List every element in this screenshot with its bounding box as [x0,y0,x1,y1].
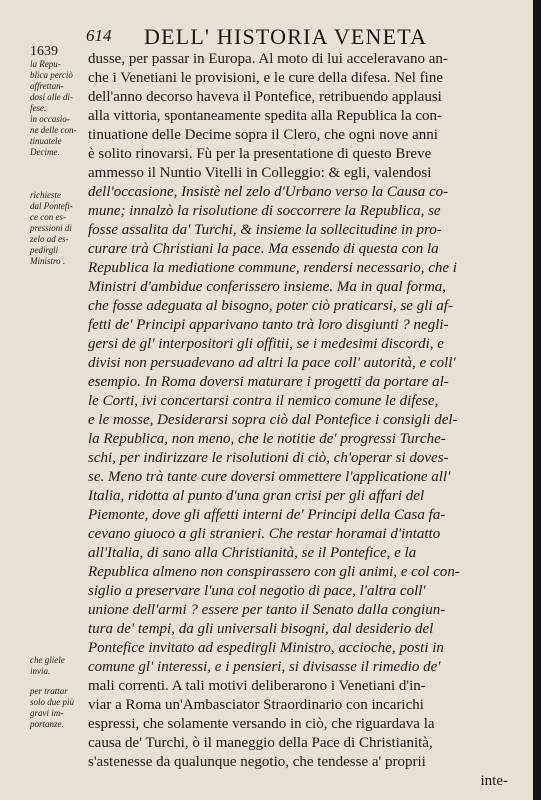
margin-note-1 [30,44,86,158]
text-line: che i Venetiani le provisioni, e le cure della difesa. Nel fine [88,70,444,86]
text-line: curare trà Christiani la pace. Ma essendo di questa con la [88,241,439,257]
text-line: dell'anno decorso haveva il Pontefice, retribuendo applausi [88,89,442,105]
text-line: Ministri d'ambidue conferissero insieme. Ma in qual forma, [88,279,447,295]
margin-line: pedirgli [30,245,59,255]
text-line: all'Italia, di sano alla Christianità, se il Pontefice, e la [88,545,417,561]
text-line: fetti de' Principi apparivano tanto trà loro disgiunti ? negli- [88,317,449,333]
margin-line: ce con es- [30,212,66,222]
text-line: se. Meno trà tante cure doversi ommettere l'applicatione all' [88,469,451,485]
text-line: Piemonte, dove gli affetti interni de' Principi della Casa fa- [88,507,446,523]
text-line: è solito rinovarsi. Fù per la presentatione di questo Breve [88,146,432,162]
margin-line: Decime. [30,147,60,157]
text-line: siglio a preservare l'una col negotio di pace, l'altra coll' [88,583,426,599]
margin-note-3 [30,655,86,677]
margin-line: tinuatele [30,136,62,146]
margin-line: dosi alle di- [30,92,73,102]
page-header [86,24,526,48]
margin-line: blica perciò [30,70,73,80]
margin-note-2 [30,190,86,267]
text-line: Italia, ridotta al punto d'una gran crisi per gli affari del [88,488,425,504]
text-line: cevano giuoco a gli stranieri. Che restar horamai d'intatto [88,526,441,542]
text-line: tinuatione delle Decime sopra il Clero, che ogni nove anni [88,127,438,143]
margin-line: la Repu- [30,59,61,69]
margin-line: zelo ad es- [30,234,69,244]
margin-line: dal Pontefi- [30,201,73,211]
margin-year: 1639 [30,44,58,59]
margin-line: invia. [30,666,51,676]
margin-line: gravi im- [30,708,64,718]
text-line: e le mosse, Desiderarsi sopra ciò dal Pontefice i consigli del- [88,412,458,428]
text-line: mali correnti. A tali motivi deliberarono i Venetiani d'in- [88,678,426,694]
text-line: inte- [480,773,508,789]
text-line: Republica almeno non conspirassero con gli animi, e col con- [88,564,460,580]
text-line: esempio. In Roma doversi maturare i progetti da portare al- [88,374,449,390]
text-line: dusse, per passar in Europa. Al moto di lui acceleravano an- [88,51,448,67]
text-line: viar a Roma un'Ambasciator Straordinario con incarichi [88,697,424,713]
text-line: divisi non persuadevano ad altri la pace coll' autorità, e coll' [88,355,456,371]
text-line: le Corti, ivi concertarsi contra il nemico comune le difese, [88,393,439,409]
margin-line: solo due più [30,697,74,707]
text-line: Pontefice invitato ad espedirgli Ministro, accioche, posti in [88,640,444,656]
margin-line: ne delle con- [30,125,77,135]
margin-line: fese. [30,103,47,113]
margin-line: in occasio- [30,114,70,124]
text-line: ammesso il Nuntio Vitelli in Colleggio: & egli, valendosi [88,165,432,181]
text-line: che fosse adeguata al bisogno, poter ciò praticarsi, se gli af- [88,298,453,314]
text-line: comune gl' interessi, e i pensieri, si divisasse il rimedio de' [88,659,441,675]
margin-line: che gliele [30,655,65,665]
page-number: 614 [86,26,112,45]
text-line: fosse assalita da' Turchi, & insieme la sollecitudine in pro- [88,222,442,238]
margin-line: portanze. [30,719,64,729]
text-line: tura de' tempi, da gli universali bisogni, dal desiderio del [88,621,434,637]
running-head: DELL' HISTORIA VENETA [144,24,428,49]
text-line: s'astenesse da qualunque negotio, che tendesse a' proprii [88,754,426,770]
margin-line: Ministro . [30,256,66,266]
margin-line: per trattar [30,686,68,696]
margin-note-4 [30,686,86,730]
text-line: alla vittoria, spontaneamente spedita alla Republica la con- [88,108,443,124]
main-text-block [88,50,508,791]
margin-line: pressioni di [30,223,72,233]
text-line: unione dell'armi ? essere per tanto il Senato dalla congiun- [88,602,446,618]
text-line: mune; innalzò la risolutione di soccorrere la Republica, se [88,203,441,219]
text-line: la Republica, non meno, che le notitie de' progressi Turche- [88,431,446,447]
page-edge-shadow [533,0,541,800]
margin-line: affrettan- [30,81,64,91]
text-line: dell'occasione, Insistè nel zelo d'Urbano verso la Causa co- [88,184,449,200]
text-line: espressi, che solamente versando in ciò, che riguardava la [88,716,435,732]
text-line: gersi de gl' interpositori gli offitii, se i medesimi discordi, e [88,336,444,352]
text-line: Republica la mediatione commune, rendersi necessario, che i [88,260,457,276]
text-line: causa de' Turchi, ò il maneggio della Pace di Christianità, [88,735,433,751]
margin-line: richieste [30,190,61,200]
text-line: schi, per indirizzare le risolutioni di ciò, ch'operar si doves- [88,450,449,466]
